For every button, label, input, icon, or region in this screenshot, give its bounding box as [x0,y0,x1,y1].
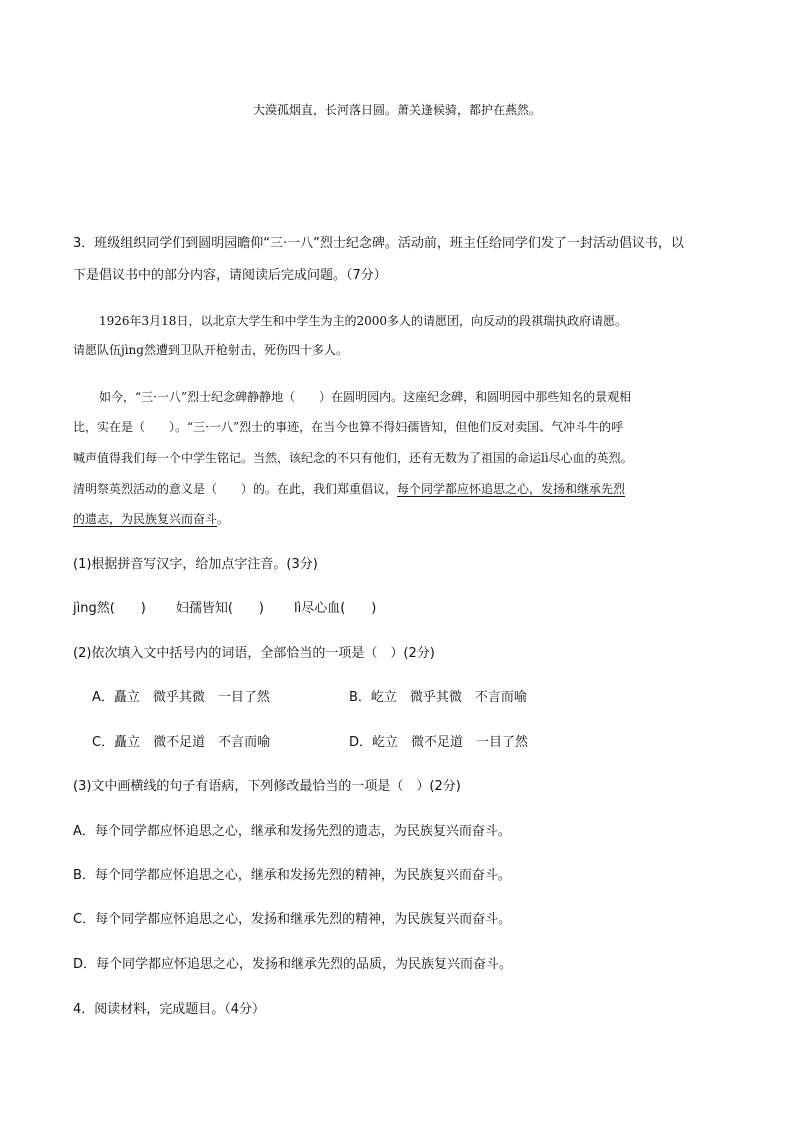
poem-line: 大漠孤烟直，长河落日圆。萧关逢候骑，都护在燕然。 [252,103,541,117]
underlined-sentence: 每个同学都应怀追思之心，发扬和继承先烈 [397,482,626,496]
sub-question-2-option-b: B．屹立 微乎其微 不言而喻 [349,690,527,705]
answer-blank-li: lì尽心血( ) [294,601,377,616]
passage-paragraph-2-line-4 [73,480,625,498]
sub-question-2: (2)依次填入文中括号内的词语，全部恰当的一项是（ ）(2分) [73,646,435,661]
passage-text: 清明祭英烈活动的意义是（ ）的。在此，我们郑重倡议， [73,482,398,496]
passage-paragraph-2-line-1: 如今，“三·一八”烈士纪念碑静静地（ ）在圆明园内。这座纪念碑，和圆明园中那些知名的景观相 [99,390,632,404]
sub-question-1: (1)根据拼音写汉字，给加点字注音。(3分) [73,557,318,572]
sub-question-2-option-c: C．矗立 微不足道 不言而喻 [92,735,271,750]
sub-question-3-option-a: A．每个同学都应怀追思之心，继承和发扬先烈的遗志，为民族复兴而奋斗。 [73,824,511,839]
answer-blank-furu: 妇孺皆知( ) [175,601,265,616]
sub-question-3-option-c: C．每个同学都应怀追思之心，发扬和继承先烈的精神，为民族复兴而奋斗。 [73,912,512,927]
underlined-sentence-end: 的遗志，为民族复兴而奋斗 [73,512,218,526]
question-3-intro-line-2: 下是倡议书中的部分内容，请阅读后完成问题。（7分） [73,268,387,283]
passage-paragraph-1-line-1: 1926年3月18日，以北京大学生和中学生为主的2000多人的请愿团，向反动的段祺瑞执政府请愿。 [99,314,627,328]
sub-question-2-option-a: A．矗立 微乎其微 一目了然 [92,690,270,705]
sub-question-3: (3)文中画横线的句子有语病，下列修改最恰当的一项是（ ）(2分) [73,779,461,794]
sub-question-3-option-b: B．每个同学都应怀追思之心，继承和发扬先烈的精神，为民族复兴而奋斗。 [73,868,511,883]
sub-question-3-option-d: D．每个同学都应怀追思之心，发扬和继承先烈的品质，为民族复兴而奋斗。 [73,957,513,972]
passage-text-end: 。 [217,512,230,526]
sub-question-2-option-d: D．屹立 微不足道 一目了然 [349,735,529,750]
question-3-intro-line-1: 3．班级组织同学们到圆明园瞻仰“三·一八”烈士纪念碑。活动前，班主任给同学们发了一封活动倡议书，以 [73,236,684,251]
passage-paragraph-2-line-5 [73,510,229,528]
question-4-title: 4．阅读材料，完成题目。（4分） [73,1002,266,1017]
passage-paragraph-2-line-3: 喊声值得我们每一个中学生铭记。当然，该纪念的不只有他们，还有无数为了祖国的命运lì尽心血的英烈。 [73,451,633,465]
sub-question-1-answers [73,600,376,618]
passage-paragraph-2-line-2: 比，实在是（ ）。“三·一八”烈士的事迹，在当今也算不得妇孺皆知，但他们反对卖国、气冲斗牛的呼 [73,420,624,434]
passage-paragraph-1-line-2: 请愿队伍jìng然遭到卫队开枪射击，死伤四十多人。 [73,343,348,357]
answer-blank-jing: jìng然( ) [73,601,146,616]
